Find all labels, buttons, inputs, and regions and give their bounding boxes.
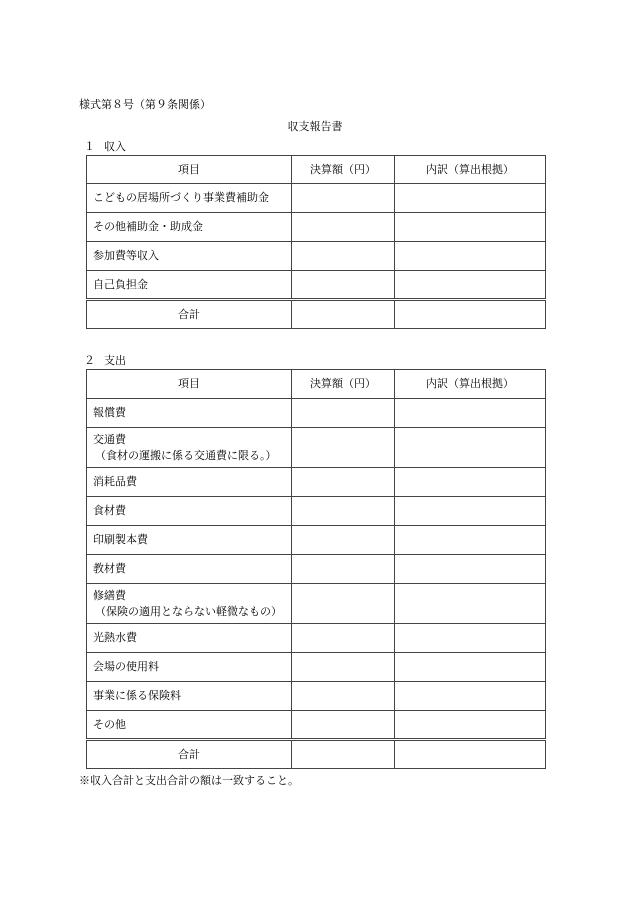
expense-row-item: 印刷製本費 [87, 526, 292, 555]
expense-row [87, 711, 546, 740]
expense-total-amount-cell[interactable] [292, 740, 395, 769]
income-table [86, 155, 546, 329]
expense-row-breakdown-cell[interactable] [395, 711, 546, 740]
expense-row-breakdown-cell[interactable] [395, 497, 546, 526]
income-total-amount-cell[interactable] [292, 300, 395, 329]
expense-row-amount-cell[interactable] [292, 399, 395, 428]
income-row-item: 自己負担金 [87, 271, 292, 300]
expense-row-item-note: （保険の適用とならない軽微なもの） [95, 604, 282, 618]
income-row [87, 213, 546, 242]
expense-row-amount-cell[interactable] [292, 526, 395, 555]
income-row-breakdown-cell[interactable] [395, 213, 546, 242]
income-row-amount-cell[interactable] [292, 213, 395, 242]
income-row-amount-cell[interactable] [292, 271, 395, 300]
expense-row [87, 584, 546, 624]
expense-row-breakdown-cell[interactable] [395, 624, 546, 653]
expense-row-amount-cell[interactable] [292, 428, 395, 468]
expense-row-item [87, 428, 292, 468]
expense-row [87, 468, 546, 497]
form-number: 様式第８号（第９条関係） [79, 98, 211, 111]
income-row-item: 参加費等収入 [87, 242, 292, 271]
expense-section-label: 支出 [104, 354, 126, 367]
expense-row-item: 報償費 [87, 399, 292, 428]
expense-row [87, 526, 546, 555]
expense-row-breakdown-cell[interactable] [395, 653, 546, 682]
expense-row-breakdown-cell[interactable] [395, 428, 546, 468]
income-row-amount-cell[interactable] [292, 184, 395, 213]
income-header-row [87, 156, 546, 184]
expense-row [87, 399, 546, 428]
expense-row-item: 事業に係る保険料 [87, 682, 292, 711]
expense-header-amount: 決算額（円） [292, 370, 395, 399]
expense-row-breakdown-cell[interactable] [395, 584, 546, 624]
expense-row-amount-cell[interactable] [292, 653, 395, 682]
expense-row [87, 428, 546, 468]
expense-row-item [87, 584, 292, 624]
expense-row-breakdown-cell[interactable] [395, 526, 546, 555]
expense-total-label: 合計 [87, 740, 292, 769]
income-row [87, 242, 546, 271]
expense-row-breakdown-cell[interactable] [395, 468, 546, 497]
document-title [0, 118, 630, 134]
expense-row-item: 消耗品費 [87, 468, 292, 497]
document-title-text: 収支報告書 [287, 120, 343, 133]
income-row-breakdown-cell[interactable] [395, 242, 546, 271]
expense-row [87, 555, 546, 584]
expense-row [87, 653, 546, 682]
income-section-number: １ [84, 140, 95, 153]
income-row-breakdown-cell[interactable] [395, 271, 546, 300]
income-header-item: 項目 [87, 156, 292, 184]
expense-row-breakdown-cell[interactable] [395, 399, 546, 428]
expense-row-item-main: 交通費 [93, 432, 126, 446]
income-total-label: 合計 [87, 300, 292, 329]
expense-row-breakdown-cell[interactable] [395, 555, 546, 584]
expense-row-amount-cell[interactable] [292, 682, 395, 711]
income-row-item: その他補助金・助成金 [87, 213, 292, 242]
expense-row-amount-cell[interactable] [292, 624, 395, 653]
expense-row-amount-cell[interactable] [292, 584, 395, 624]
expense-total-row [87, 740, 546, 769]
income-row-item: こどもの居場所づくり事業費補助金 [87, 184, 292, 213]
expense-header-breakdown: 内訳（算出根拠） [395, 370, 546, 399]
expense-row [87, 624, 546, 653]
expense-header-row [87, 370, 546, 399]
expense-row-item-note: （食材の運搬に係る交通費に限る。） [95, 448, 277, 462]
footnote: ※収入合計と支出合計の額は一致すること。 [79, 774, 299, 787]
expense-section-number: ２ [84, 354, 95, 367]
expense-row-item: 光熱水費 [87, 624, 292, 653]
income-total-row [87, 300, 546, 329]
expense-row-item: 教材費 [87, 555, 292, 584]
expense-row-item: 食材費 [87, 497, 292, 526]
income-section-heading [84, 138, 126, 154]
income-total-breakdown-cell[interactable] [395, 300, 546, 329]
income-header-breakdown: 内訳（算出根拠） [395, 156, 546, 184]
expense-header-item: 項目 [87, 370, 292, 399]
income-row-breakdown-cell[interactable] [395, 184, 546, 213]
expense-row-item: その他 [87, 711, 292, 740]
expense-row [87, 682, 546, 711]
income-row [87, 271, 546, 300]
expense-row-amount-cell[interactable] [292, 497, 395, 526]
income-row-amount-cell[interactable] [292, 242, 395, 271]
income-header-amount: 決算額（円） [292, 156, 395, 184]
expense-row-item: 会場の使用料 [87, 653, 292, 682]
expense-row-amount-cell[interactable] [292, 468, 395, 497]
expense-row [87, 497, 546, 526]
income-row [87, 184, 546, 213]
expense-table [86, 369, 546, 769]
expense-row-amount-cell[interactable] [292, 555, 395, 584]
expense-total-breakdown-cell[interactable] [395, 740, 546, 769]
expense-row-amount-cell[interactable] [292, 711, 395, 740]
expense-row-item-main: 修繕費 [93, 588, 126, 602]
expense-section-heading [84, 352, 126, 368]
expense-row-breakdown-cell[interactable] [395, 682, 546, 711]
income-section-label: 収入 [104, 140, 126, 153]
